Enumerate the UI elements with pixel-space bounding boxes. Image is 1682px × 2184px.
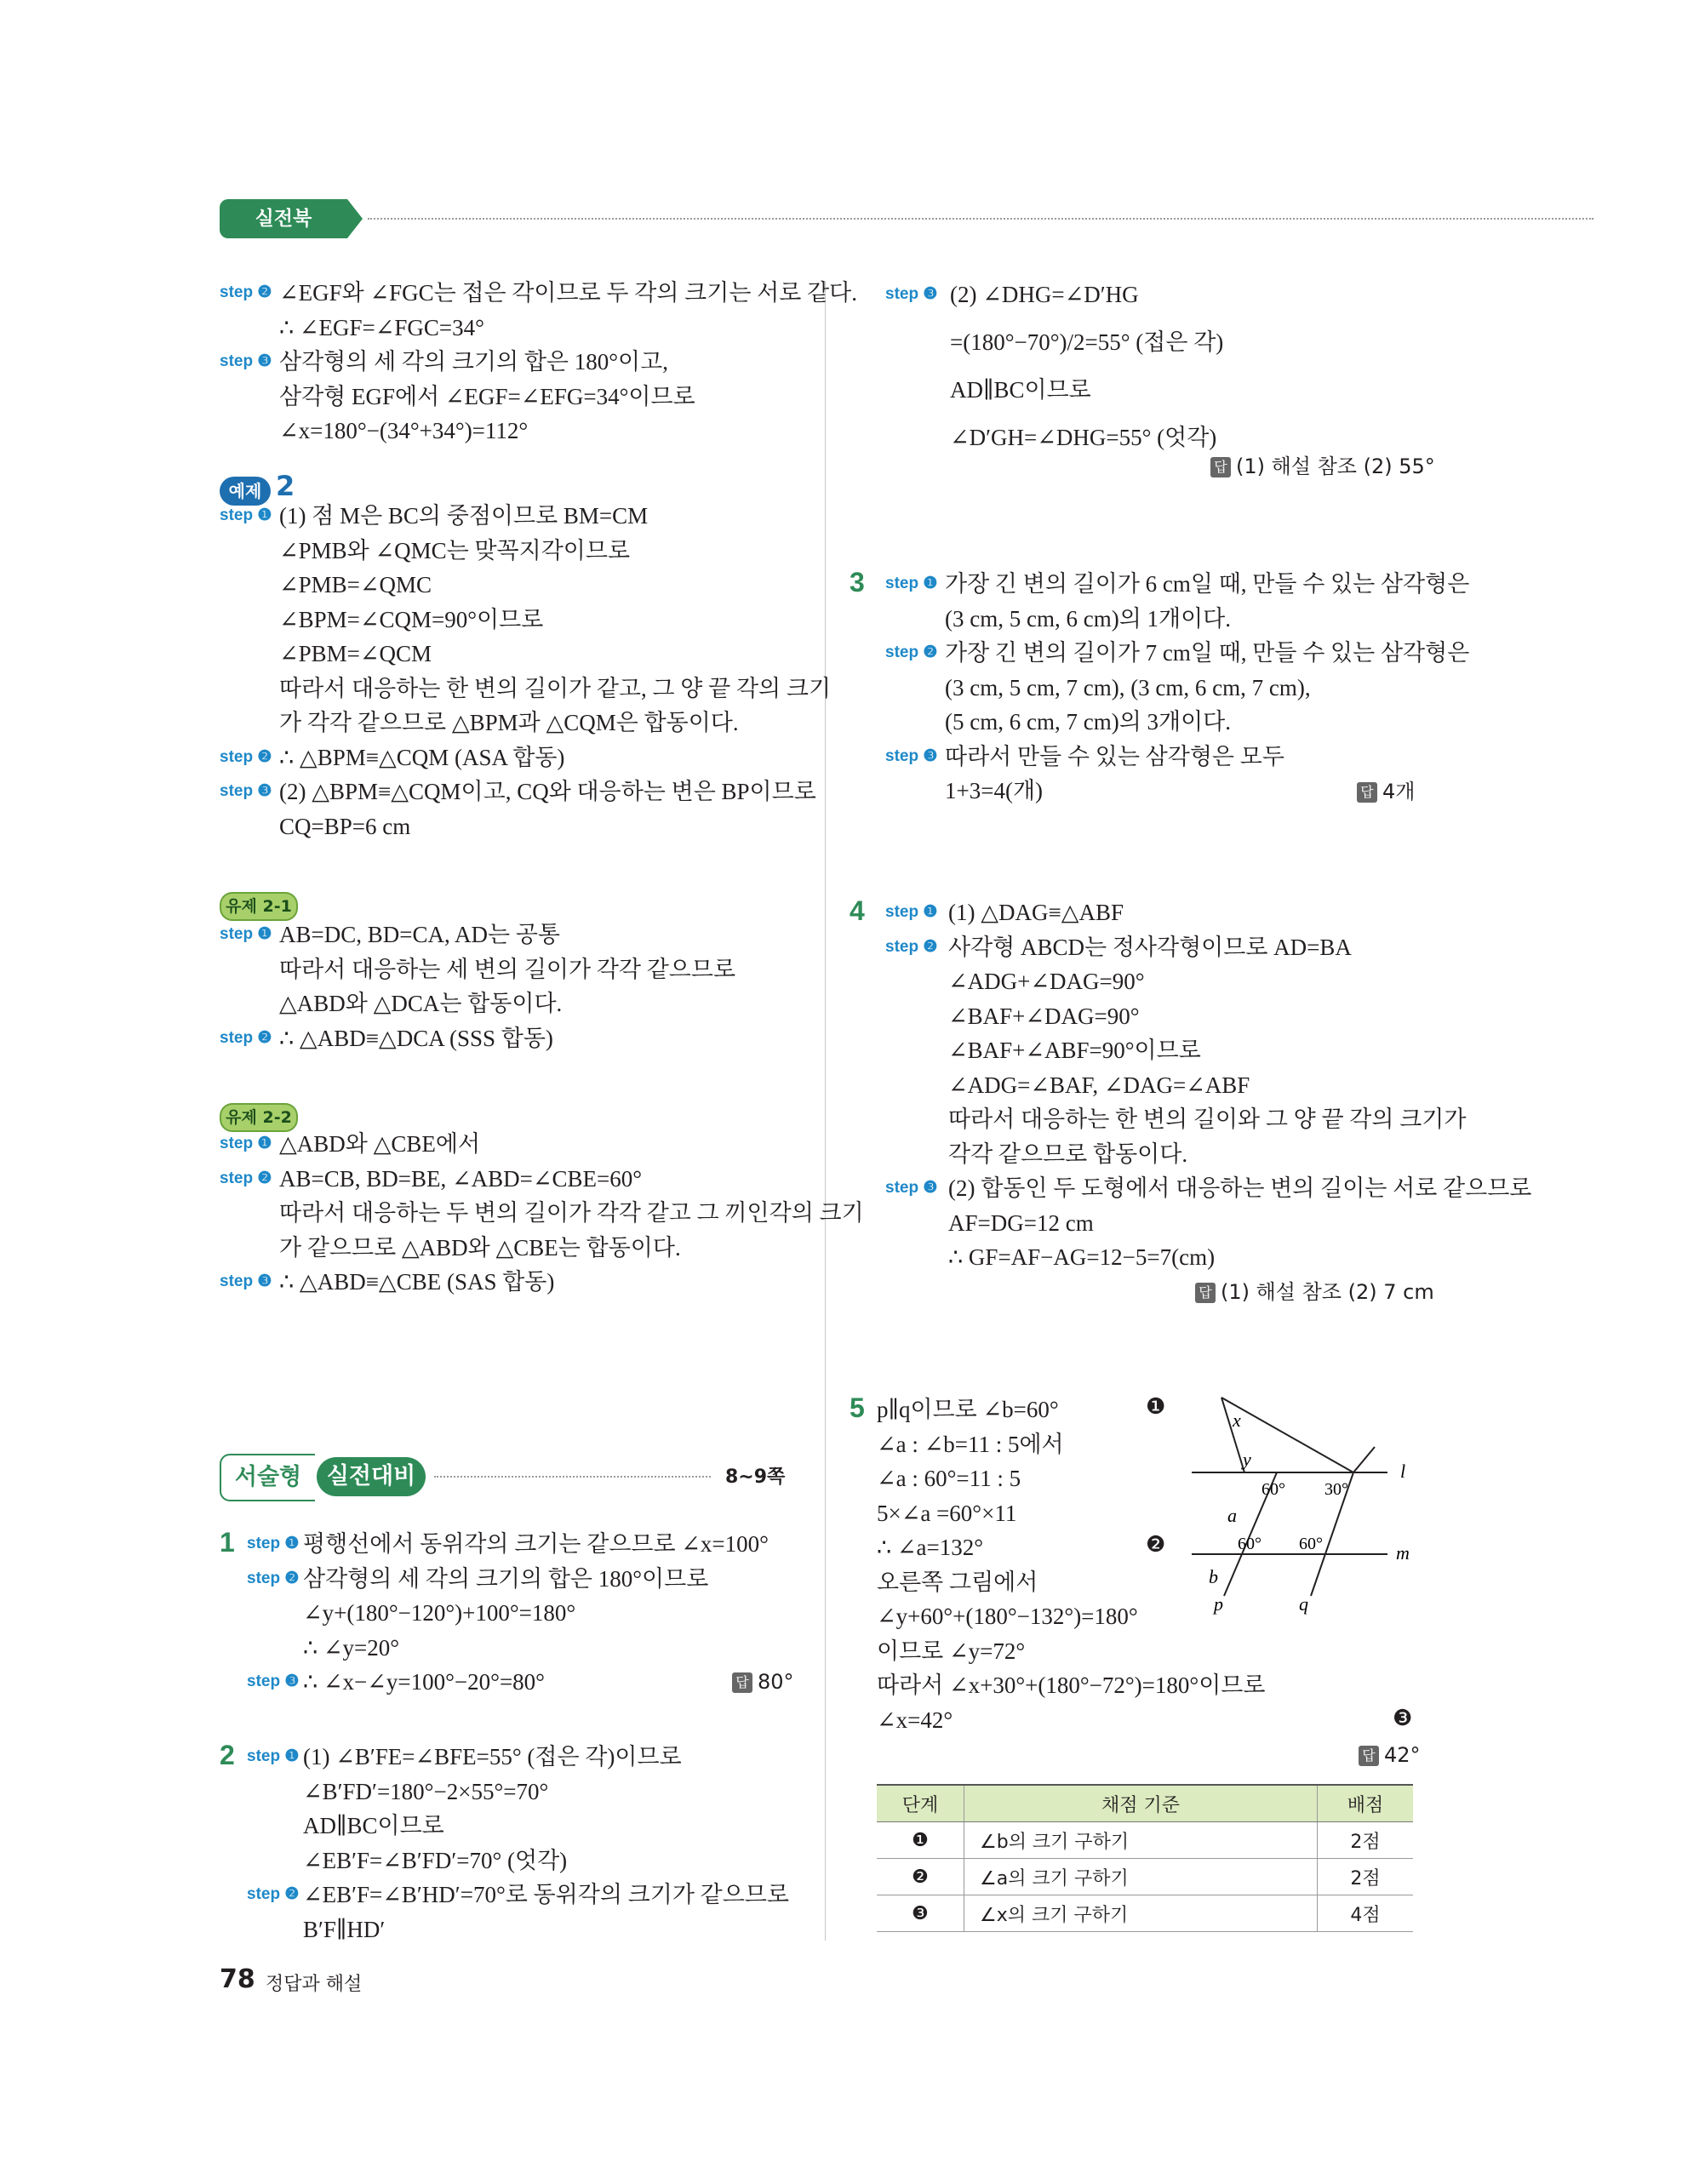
line-text: ∴ ∠EGF=∠FGC=34°	[279, 314, 484, 340]
line-text: ∠EB′F=∠B′HD′=70°로 동위각의 크기가 같으므로	[303, 1882, 789, 1907]
line-text: 가장 긴 변의 길이가 6 cm일 때, 만들 수 있는 삼각형은	[945, 571, 1470, 597]
line-text: ∴ ∠x−∠y=100°−20°=80°	[303, 1669, 545, 1695]
step-label: step ❶	[247, 1535, 300, 1552]
p1-answer	[732, 1670, 794, 1694]
line-text: 따라서 대응하는 한 변의 길이와 그 양 끝 각의 크기가	[948, 1106, 1467, 1132]
scoring-table	[877, 1784, 1413, 1932]
line-text: 삼각형 EGF에서 ∠EGF=∠EFG=34°이므로	[279, 383, 695, 409]
line-text: AB=CB, BD=BE, ∠ABD=∠CBE=60°	[279, 1165, 643, 1192]
section-pages: 8~9쪽	[725, 1466, 786, 1488]
line-text: CQ=BP=6 cm	[279, 813, 411, 839]
line-text: ∠BPM=∠CQM=90°이므로	[279, 606, 544, 632]
label-l: l	[1400, 1461, 1406, 1482]
p2-answer	[1210, 449, 1435, 479]
step-marker-1: ❶	[1146, 1394, 1166, 1420]
answer-icon: 답	[1210, 457, 1231, 477]
line-text: 가 같으므로 △ABD와 △CBE는 합동이다.	[279, 1234, 681, 1261]
p5-answer-text: 42°	[1384, 1743, 1421, 1767]
line-text: ∴ △BPM≡△CQM (ASA 합동)	[279, 744, 565, 770]
line-text: 따라서 대응하는 한 변의 길이가 같고, 그 양 끝 각의 크기	[279, 675, 832, 701]
step-label: step ❸	[220, 352, 272, 370]
step-label: step ❷	[885, 937, 938, 956]
line-text: (2) △BPM≡△CQM이고, CQ와 대응하는 변은 BP이므로	[279, 779, 816, 804]
line-text: 각각 같으므로 합동이다.	[948, 1141, 1188, 1167]
line-text: ∠B′FD′=180°−2×55°=70°	[303, 1778, 549, 1804]
line-text: 사각형 ABCD는 정사각형이므로 AD=BA	[948, 934, 1352, 960]
line-text: ∠D′GH=∠DHG=55° (엇각)	[950, 425, 1217, 450]
column-divider	[825, 281, 826, 1941]
answer-icon: 답	[1195, 1283, 1216, 1303]
header-criteria: 채점 기준	[964, 1785, 1318, 1822]
line-text: △ABD와 △DCA는 합동이다.	[279, 991, 563, 1016]
problem-number-3: 3	[850, 567, 865, 597]
section-title: 서술형	[220, 1454, 315, 1501]
line-text: AD∥BC이므로	[303, 1813, 444, 1838]
table-row	[877, 1859, 1413, 1895]
header-dotted-rule	[368, 218, 1593, 220]
line-text: (3 cm, 5 cm, 7 cm), (3 cm, 6 cm, 7 cm),	[945, 674, 1311, 700]
p2-answer-text: (1) 해설 참조 (2) 55°	[1236, 455, 1435, 478]
label-angle-60-c: 60°	[1299, 1535, 1323, 1553]
step-label: step ❷	[220, 283, 272, 301]
p3-answer-text: 4개	[1382, 780, 1416, 803]
section-dotted-rule	[434, 1476, 711, 1478]
step-label: step ❶	[885, 575, 938, 592]
footer-label: 정답과 해설	[266, 1974, 363, 1995]
step-label: step ❸	[885, 1179, 938, 1197]
line-text: 오른쪽 그림에서	[877, 1569, 1038, 1595]
line-text: ∴ ∠a=132°	[877, 1535, 984, 1560]
yu22-badge: 유제 2-2	[220, 1103, 298, 1132]
line-text: B′F∥HD′	[303, 1916, 386, 1942]
line-text: 삼각형의 세 각의 크기의 합은 180°이므로	[303, 1565, 709, 1592]
line-text: =(180°−70°)/2=55° (접은 각)	[950, 329, 1224, 355]
p5-answer	[1359, 1743, 1421, 1767]
line-text: 1+3=4(개)	[945, 778, 1044, 803]
label-p: p	[1214, 1593, 1223, 1615]
parallel-lines-figure	[1183, 1387, 1439, 1617]
step-label: step ❷	[220, 1169, 272, 1187]
table-row	[877, 1895, 1413, 1932]
section-pill: 실전대비	[317, 1457, 426, 1496]
line-text: ∠BAF+∠DAG=90°	[948, 1003, 1140, 1029]
step-label: step ❶	[220, 1135, 272, 1152]
step-label: step ❶	[220, 925, 272, 943]
label-angle-30: 30°	[1324, 1480, 1348, 1499]
yu21-badge: 유제 2-1	[220, 892, 298, 921]
label-m: m	[1396, 1542, 1410, 1564]
line-text: 따라서 대응하는 두 변의 길이가 각각 같고 그 끼인각의 크기	[279, 1200, 864, 1226]
p4-answer-text: (1) 해설 참조 (2) 7 cm	[1221, 1280, 1434, 1304]
problem-number-4: 4	[850, 895, 865, 926]
line-text: ∠EGF와 ∠FGC는 접은 각이므로 두 각의 크기는 서로 같다.	[279, 280, 858, 306]
section-tab-arrow	[347, 199, 363, 238]
line-text: AB=DC, BD=CA, AD는 공통	[279, 922, 560, 947]
cell-criteria: ∠b의 크기 구하기	[964, 1822, 1318, 1859]
line-text: ∴ GF=AF−AG=12−5=7(cm)	[948, 1244, 1216, 1270]
line-text: (2) 합동인 두 도형에서 대응하는 변의 길이는 서로 같으므로	[948, 1175, 1532, 1201]
line-text: ∠a : 60°=11 : 5	[877, 1466, 1021, 1491]
step-label: step ❸	[885, 746, 938, 765]
line-text: 따라서 만들 수 있는 삼각형은 모두	[945, 743, 1284, 769]
label-x: x	[1233, 1409, 1241, 1431]
line-text: (1) △DAG≡△ABF	[948, 900, 1124, 925]
step-label: step ❸	[220, 1272, 272, 1290]
line-text: (5 cm, 6 cm, 7 cm)의 3개이다.	[945, 709, 1232, 735]
line-text: ∴ △ABD≡△CBE (SAS 합동)	[279, 1269, 555, 1295]
line-text: ∴ △ABD≡△DCA (SSS 합동)	[279, 1025, 553, 1051]
line-text: ∠y+60°+(180°−132°)=180°	[877, 1604, 1138, 1629]
line-text: 5×∠a =60°×11	[877, 1500, 1017, 1526]
cell-criteria: ∠x의 크기 구하기	[964, 1895, 1318, 1932]
example-badge: 예제	[220, 477, 271, 506]
line-text: (2) ∠DHG=∠D′HG	[950, 282, 1139, 307]
step-marker-3: ❸	[1393, 1706, 1413, 1731]
cell-step: ❷	[877, 1859, 964, 1895]
step-label: step ❶	[220, 506, 272, 524]
cell-points: 2점	[1318, 1822, 1414, 1859]
example-number: 2	[276, 470, 295, 502]
line-text: 따라서 ∠x+30°+(180°−72°)=180°이므로	[877, 1672, 1266, 1698]
section-tab: 실전북	[220, 199, 347, 238]
cell-criteria: ∠a의 크기 구하기	[964, 1859, 1318, 1895]
line-text: 따라서 대응하는 세 변의 길이가 각각 같으므로	[279, 956, 736, 982]
answer-icon: 답	[732, 1672, 752, 1693]
step-label: step ❸	[247, 1672, 300, 1690]
line-extension	[1353, 1447, 1375, 1472]
line-text: ∴ ∠y=20°	[303, 1634, 400, 1661]
line-text: 평행선에서 동위각의 크기는 같으므로 ∠x=100°	[303, 1531, 769, 1557]
line-text: (3 cm, 5 cm, 6 cm)의 1개이다.	[945, 605, 1232, 632]
problem-number-5: 5	[850, 1392, 865, 1423]
cell-step: ❸	[877, 1895, 964, 1932]
line-text: 이므로 ∠y=72°	[877, 1638, 1026, 1664]
step-label: step ❸	[885, 285, 938, 303]
step-marker-2: ❷	[1146, 1532, 1166, 1558]
cell-step: ❶	[877, 1822, 964, 1859]
header-points: 배점	[1318, 1785, 1414, 1822]
step-label: step ❷	[247, 1569, 300, 1587]
line-text: ∠PMB=∠QMC	[279, 572, 432, 597]
line-text: (1) 점 M은 BC의 중점이므로 BM=CM	[279, 503, 649, 529]
cell-points: 4점	[1318, 1895, 1414, 1932]
line-text: (1) ∠B′FE=∠BFE=55° (접은 각)이므로	[303, 1744, 682, 1769]
answer-icon: 답	[1357, 782, 1377, 803]
page-number: 78	[220, 1964, 255, 1994]
line-text: ∠ADG=∠BAF, ∠DAG=∠ABF	[948, 1072, 1250, 1098]
line-text: ∠PBM=∠QCM	[279, 641, 432, 666]
label-a: a	[1227, 1505, 1237, 1526]
label-q: q	[1299, 1593, 1308, 1615]
step-label: step ❶	[247, 1747, 300, 1765]
step-label: step ❷	[220, 747, 272, 766]
label-b: b	[1209, 1566, 1218, 1587]
line-text: AD∥BC이므로	[950, 377, 1091, 403]
p1-answer-text: 80°	[758, 1670, 794, 1694]
line-text: ∠x=180°−(34°+34°)=112°	[279, 418, 529, 443]
problem-number-2: 2	[220, 1740, 235, 1770]
step-label: step ❷	[220, 1028, 272, 1047]
line-text: ∠y+(180°−120°)+100°=180°	[303, 1600, 576, 1626]
scoring-table-header	[877, 1785, 1413, 1822]
label-angle-60-a: 60°	[1262, 1480, 1285, 1499]
label-y: y	[1243, 1449, 1251, 1470]
line-text: ∠PMB와 ∠QMC는 맞꼭지각이므로	[279, 537, 631, 563]
label-angle-60-b: 60°	[1238, 1535, 1262, 1553]
answer-icon: 답	[1359, 1746, 1379, 1766]
line-text: ∠EB′F=∠B′FD′=70° (엇각)	[303, 1847, 568, 1873]
header-step: 단계	[877, 1785, 964, 1822]
table-row	[877, 1822, 1413, 1859]
line-text: 삼각형의 세 각의 크기의 합은 180°이고,	[279, 349, 668, 374]
step-label: step ❷	[885, 643, 938, 661]
line-text: 가장 긴 변의 길이가 7 cm일 때, 만들 수 있는 삼각형은	[945, 640, 1470, 666]
p3-answer	[1357, 775, 1415, 804]
line-text: △ABD와 △CBE에서	[279, 1131, 481, 1157]
cell-points: 2점	[1318, 1859, 1414, 1895]
line-text: AF=DG=12 cm	[948, 1209, 1094, 1236]
line-text: ∠ADG+∠DAG=90°	[948, 969, 1145, 994]
line-text: p∥q이므로 ∠b=60°	[877, 1397, 1059, 1422]
step-label: step ❷	[247, 1885, 300, 1903]
line-text: ∠x=42°	[877, 1707, 953, 1733]
line-text: ∠BAF+∠ABF=90°이므로	[948, 1038, 1201, 1063]
step-label: step ❶	[885, 903, 938, 921]
step-label: step ❸	[220, 782, 272, 800]
line-text: 가 각각 같으므로 △BPM과 △CQM은 합동이다.	[279, 710, 739, 735]
line-text: ∠a : ∠b=11 : 5에서	[877, 1431, 1064, 1457]
problem-number-1: 1	[220, 1527, 235, 1558]
p4-answer	[1195, 1275, 1434, 1305]
